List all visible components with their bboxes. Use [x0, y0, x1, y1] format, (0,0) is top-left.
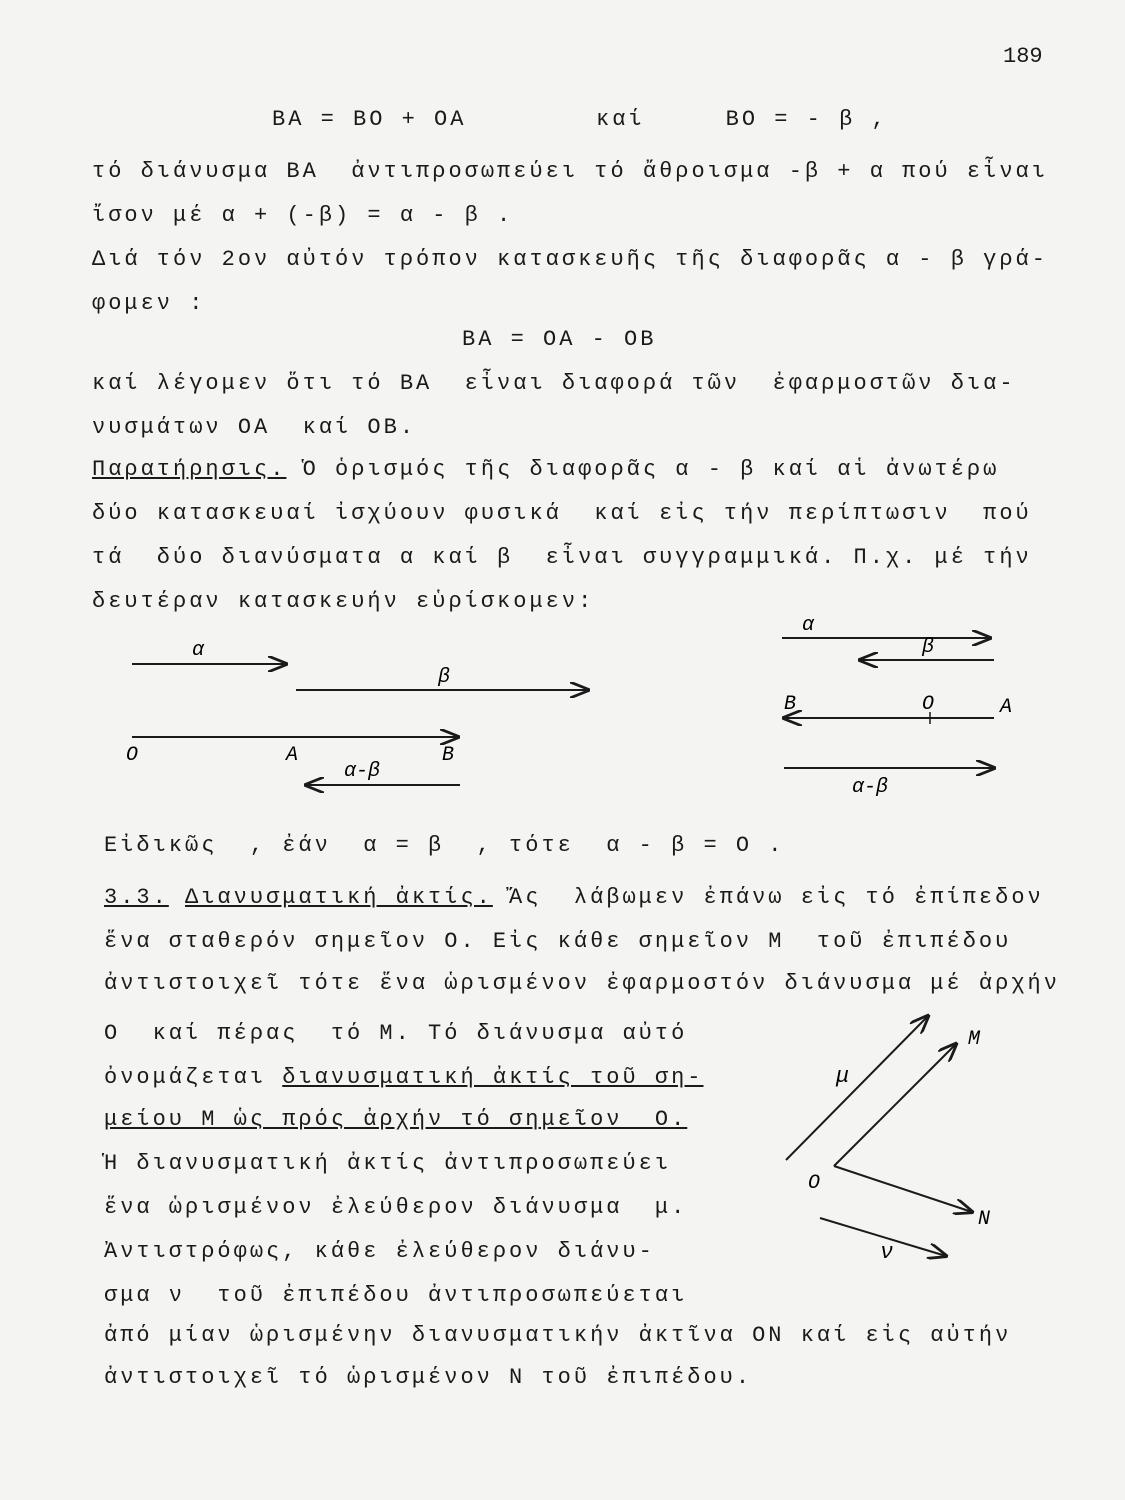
vector-mu-arrow [786, 1016, 928, 1160]
text-line-20: Ἡ διανυσματική ἀκτίς ἀντιπροσωπεύει [104, 1151, 672, 1176]
text-line-16: ἀντιστοιχεῖ τότε ἕνα ὡρισμένον ἐφαρμοστόν διάνυσμα μέ ἀρχήν [104, 971, 1060, 996]
label-M: M [968, 1028, 981, 1051]
text-line-3: ἴσον μέ α + (-β) = α - β . [92, 203, 514, 228]
text-line-21: ἕνα ὡρισμένον ἐλεύθερον διάνυσμα μ. [104, 1195, 688, 1220]
label-mu: μ [836, 1064, 850, 1089]
text-line-15: ἕνα σταθερόν σημεῖον O. Εἰς κάθε σημεῖον M τοῦ ἐπιπέδου [104, 929, 1012, 954]
text-line-1: BA = BO + OA καί BO = - β , [272, 107, 888, 132]
label-a2: α [802, 614, 815, 637]
label-a: α [192, 639, 205, 662]
text-line-4: Διά τόν 2ον αὐτόν τρόπον κατασκευῆς τῆς διαφορᾶς α - β γρά- [92, 247, 1048, 272]
text-line-5: φομεν : [92, 291, 206, 316]
text-line-11: τά δύο διανύσματα α καί β εἶναι συγγραμμικά. Π.χ. μέ τήν [92, 545, 1032, 570]
label-O2: O [922, 693, 935, 716]
text-line-13: Εἰδικῶς , ἐάν α = β , τότε α - β = O . [104, 833, 785, 858]
label-A: A [286, 744, 299, 767]
text-line-2: τό διάνυσμα BA ἀντιπροσωπεύει τό ἄθροισμα -β + α πού εἶναι [92, 159, 1048, 184]
label-N: N [978, 1208, 991, 1231]
label-nu: ν [880, 1240, 894, 1265]
definition-term: διανυσματική ἀκτίς τοῦ ση- [282, 1065, 704, 1090]
text-line-12: δευτέραν κατασκευήν εὑρίσκομεν: [92, 589, 595, 614]
label-B: B [442, 744, 455, 767]
text-line-18a: ὀνομάζεται [104, 1065, 283, 1090]
label-b2: β [922, 636, 935, 659]
label-b: β [438, 666, 451, 689]
section-heading: Διανυσματική ἀκτίς. [185, 885, 493, 910]
label-O: O [126, 744, 139, 767]
text-line-17: O καί πέρας τό M. Τό διάνυσμα αὐτό [104, 1021, 688, 1046]
radius-ON-arrow [834, 1166, 972, 1212]
label-O3: O [808, 1172, 821, 1195]
section-number: 3.3. [104, 885, 169, 910]
label-diff2: α-β [852, 776, 889, 799]
remark-text: Ὁ ὁρισμός τῆς διαφορᾶς α - β καί αἱ ἀνωτέρω [286, 457, 1000, 482]
text-line-25: ἀντιστοιχεῖ τό ὡρισμένον N τοῦ ἐπιπέδου. [104, 1365, 753, 1390]
text-line-6: BA = OA - OB [462, 327, 657, 352]
text-line-19: μείου M ὡς πρός ἀρχήν τό σημεῖον O. [104, 1107, 688, 1132]
remark-heading: Παρατήρησις. [92, 457, 287, 482]
label-A2: A [1000, 696, 1013, 719]
text-line-23: σμα ν τοῦ ἐπιπέδου ἀντιπροσωπεύεται [104, 1283, 688, 1308]
text-line-10: δύο κατασκευαί ἰσχύουν φυσικά καί εἰς τήν περίπτωσιν πού [92, 501, 1032, 526]
text-line-24: ἀπό μίαν ὡρισμένην διανυσματικήν ἀκτῖνα ON καί εἰς αὐτήν [104, 1323, 1012, 1348]
section-intro: Ἄς λάβωμεν ἐπάνω εἰς τό ἐπίπεδον [492, 885, 1044, 910]
text-line-22: Ἀντιστρόφως, κάθε ἐλεύθερον διάνυ- [104, 1239, 655, 1264]
text-line-7: καί λέγομεν ὅτι τό BA εἶναι διαφορά τῶν ἐφαρμοστῶν δια- [92, 371, 1016, 396]
label-B2: B [784, 693, 797, 716]
text-line-8: νυσμάτων OA καί OB. [92, 415, 417, 440]
radius-OM-arrow [834, 1044, 956, 1166]
label-diff: α-β [344, 760, 381, 783]
page-number: 189 [1003, 44, 1043, 69]
